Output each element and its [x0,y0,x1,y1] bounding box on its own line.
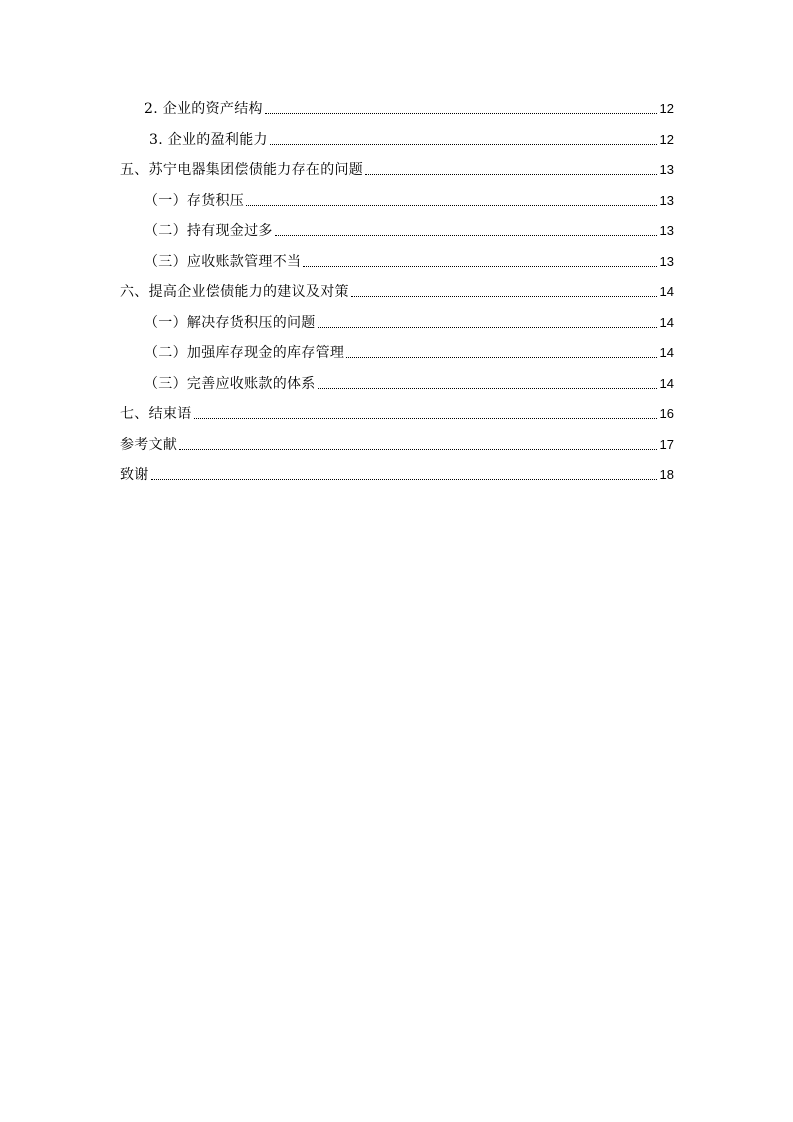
toc-dot-leader [318,388,657,389]
toc-dot-leader [270,144,657,145]
toc-entry[interactable] [144,342,674,364]
toc-entry[interactable] [144,312,674,334]
toc-entry-page-number: 16 [659,406,674,421]
toc-dot-leader [351,296,657,297]
toc-dot-leader [346,357,656,358]
toc-entry-page-number: 17 [659,437,674,452]
toc-entry-title: 五、苏宁电器集团偿债能力存在的问题 [120,162,364,178]
toc-entry-page-number: 13 [659,162,674,177]
toc-entry[interactable] [120,464,674,486]
toc-entry-page-number: 14 [659,284,674,299]
toc-entry-page-number: 13 [659,254,674,269]
toc-entry-title: （三）应收账款管理不当 [144,254,302,270]
toc-entry-page-number: 12 [659,132,674,147]
toc-dot-leader [194,418,657,419]
toc-entry[interactable] [120,281,674,303]
toc-entry-title: 参考文献 [120,437,178,453]
toc-entry-title: 3. 企业的盈利能力 [149,132,268,148]
toc-dot-leader [318,327,657,328]
toc-entry[interactable] [120,403,674,425]
toc-entry-title: 六、提高企业偿债能力的建议及对策 [120,284,349,300]
toc-entry-title: 七、结束语 [120,406,192,422]
toc-dot-leader [265,113,657,114]
toc-dot-leader [246,205,656,206]
toc-entry-title: 致谢 [120,467,149,483]
toc-entry-page-number: 14 [659,315,674,330]
toc-entry[interactable] [149,129,674,151]
toc-entry-page-number: 14 [659,376,674,391]
toc-entry-title: （一）存货积压 [144,193,245,209]
toc-entry[interactable] [120,434,674,456]
toc-dot-leader [275,235,657,236]
toc-entry-title: （一）解决存货积压的问题 [144,315,316,331]
toc-dot-leader [179,449,656,450]
toc-entry[interactable] [144,220,674,242]
toc-entry-title: （三）完善应收账款的体系 [144,376,316,392]
toc-entry-page-number: 13 [659,223,674,238]
toc-entry-page-number: 14 [659,345,674,360]
toc-entry-page-number: 18 [659,467,674,482]
toc-dot-leader [303,266,656,267]
toc-dot-leader [151,479,657,480]
toc-entry[interactable] [144,373,674,395]
toc-entry-title: （二）加强库存现金的库存管理 [144,345,345,361]
toc-entry[interactable] [144,98,674,120]
toc-entry-page-number: 13 [659,193,674,208]
toc-entry[interactable] [120,159,674,181]
toc-dot-leader [365,174,656,175]
toc-entry-title: 2. 企业的资产结构 [144,101,263,117]
toc-entry-title: （二）持有现金过多 [144,223,273,239]
toc-entry-page-number: 12 [659,101,674,116]
toc-entry[interactable] [144,251,674,273]
toc-entry[interactable] [144,190,674,212]
